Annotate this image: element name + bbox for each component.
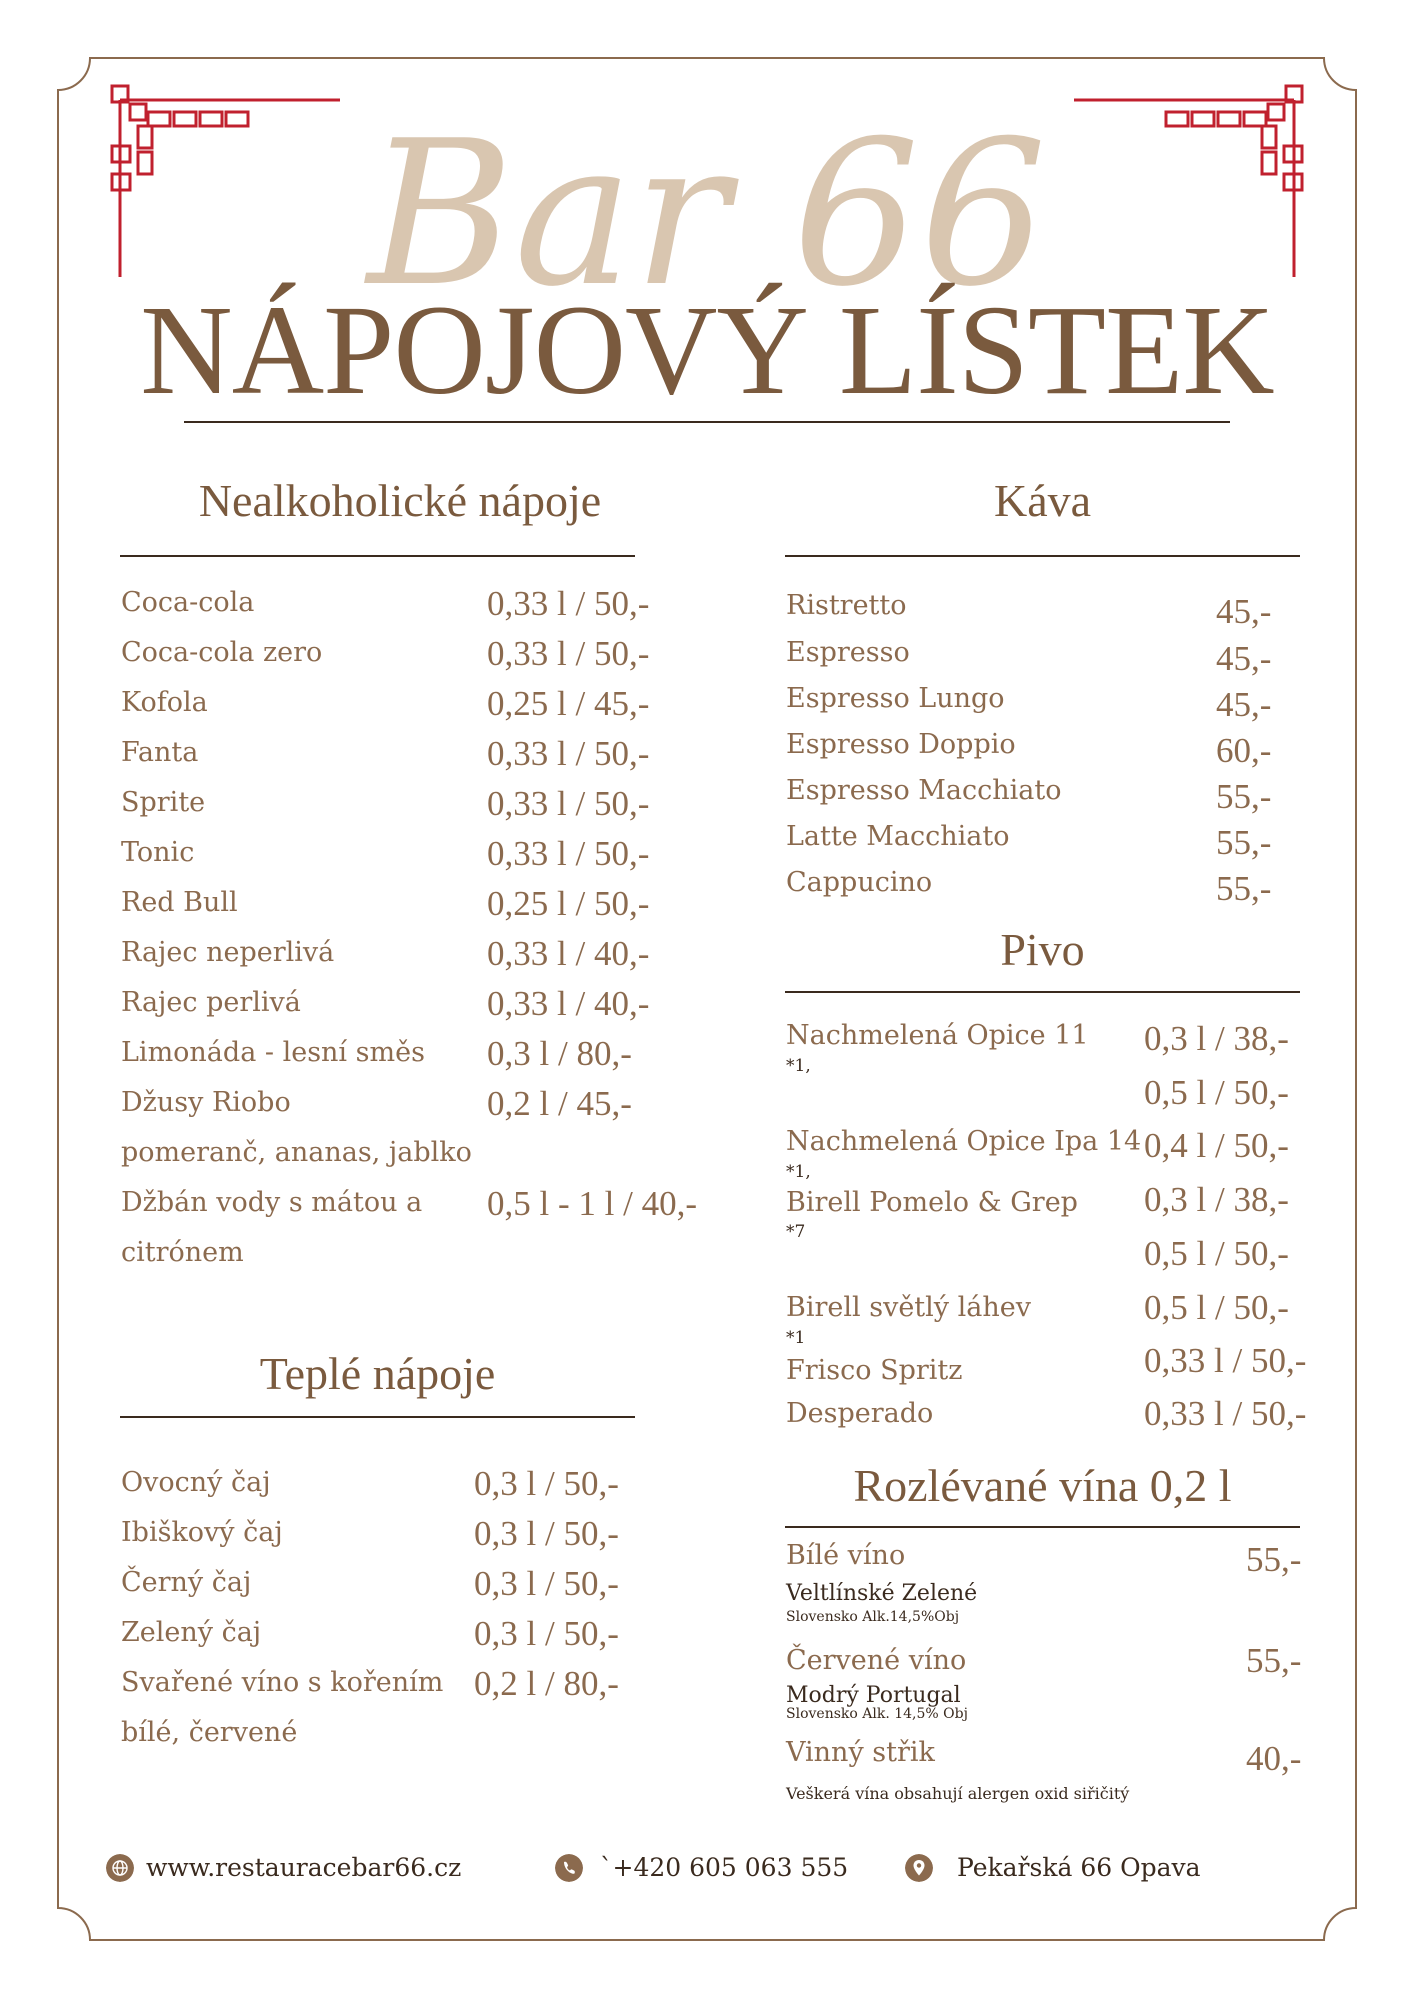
section-divider bbox=[785, 555, 1300, 557]
menu-item-price: 0,3 l / 50,- bbox=[474, 1614, 619, 1653]
menu-item-price: 0,3 l / 80,- bbox=[487, 1034, 632, 1073]
menu-item-price: 45,- bbox=[1216, 639, 1272, 678]
menu-item-name: Espresso Macchiato bbox=[786, 775, 1062, 806]
menu-item-name: pomeranč, ananas, jablko bbox=[121, 1137, 472, 1168]
menu-item-name: Red Bull bbox=[121, 887, 238, 918]
menu-item-name: Zelený čaj bbox=[121, 1617, 262, 1648]
section-divider bbox=[120, 1416, 635, 1418]
globe-icon bbox=[106, 1854, 134, 1882]
menu-item-price: 0,3 l / 50,- bbox=[474, 1514, 619, 1553]
menu-item-price: 45,- bbox=[1216, 592, 1272, 631]
menu-item-name: Coca-cola zero bbox=[121, 637, 323, 668]
menu-item-price: 55,- bbox=[1246, 1641, 1302, 1680]
menu-item-price: 0,33 l / 50,- bbox=[1144, 1341, 1307, 1380]
menu-item-name: Desperado bbox=[786, 1398, 934, 1429]
menu-item-price: 0,3 l / 50,- bbox=[474, 1464, 619, 1503]
allergen-note: *1 bbox=[786, 1328, 806, 1348]
section-title-pivo: Pivo bbox=[1000, 924, 1085, 975]
menu-item-name: Červené víno bbox=[786, 1645, 967, 1676]
menu-item-price: 0,33 l / 50,- bbox=[487, 784, 650, 823]
menu-item-price: 0,25 l / 50,- bbox=[487, 884, 650, 923]
allergen-note: *7 bbox=[786, 1222, 806, 1242]
menu-item-price: 0,33 l / 50,- bbox=[487, 734, 650, 773]
page-title: NÁPOJOVÝ LÍSTEK bbox=[140, 279, 1274, 421]
menu-item-price: 0,5 l - 1 l / 40,- bbox=[487, 1184, 697, 1223]
menu-item-name: Limonáda - lesní směs bbox=[121, 1037, 425, 1068]
menu-item-price: 0,33 l / 40,- bbox=[487, 934, 650, 973]
menu-item-name: Ristretto bbox=[786, 590, 907, 621]
wine-variety: Modrý Portugal bbox=[786, 1683, 961, 1708]
menu-item-name: Cappucino bbox=[786, 867, 933, 898]
menu-item-name: Birell Pomelo & Grep bbox=[786, 1187, 1078, 1218]
menu-item-price: 55,- bbox=[1246, 1540, 1302, 1579]
menu-item-price: 60,- bbox=[1216, 731, 1272, 770]
title-divider bbox=[184, 421, 1230, 423]
menu-item-price: 0,5 l / 50,- bbox=[1144, 1073, 1289, 1112]
menu-item-price: 0,2 l / 80,- bbox=[474, 1664, 619, 1703]
section-divider bbox=[785, 1526, 1300, 1528]
menu-item-name: Džusy Riobo bbox=[121, 1087, 291, 1118]
wine-origin: Slovensko Alk.14,5%Obj bbox=[786, 1609, 960, 1625]
allergen-note: *1, bbox=[786, 1056, 811, 1076]
menu-item-name: Kofola bbox=[121, 687, 208, 718]
menu-item-price: 45,- bbox=[1216, 685, 1272, 724]
menu-item-name: Frisco Spritz bbox=[786, 1355, 963, 1386]
section-title-vina: Rozlévané vína 0,2 l bbox=[853, 1460, 1232, 1511]
menu-item-name: Černý čaj bbox=[121, 1567, 252, 1598]
menu-item-name: Džbán vody s mátou a bbox=[121, 1187, 423, 1218]
menu-item-name: Nachmelená Opice 11 bbox=[786, 1020, 1089, 1051]
menu-item-name: Rajec perlivá bbox=[121, 987, 301, 1018]
section-title-kava: Káva bbox=[993, 475, 1092, 526]
menu-item-price: 0,33 l / 50,- bbox=[487, 584, 650, 623]
menu-item-price: 0,5 l / 50,- bbox=[1144, 1234, 1289, 1273]
menu-item-price: 0,3 l / 38,- bbox=[1144, 1019, 1289, 1058]
menu-item-price: 0,33 l / 50,- bbox=[487, 834, 650, 873]
menu-item-price: 0,3 l / 38,- bbox=[1144, 1180, 1289, 1219]
menu-item-price: 0,3 l / 50,- bbox=[474, 1564, 619, 1603]
menu-item-price: 0,4 l / 50,- bbox=[1144, 1126, 1289, 1165]
menu-item-name: Svařené víno s kořením bbox=[121, 1667, 444, 1698]
menu-item-name: Espresso Doppio bbox=[786, 729, 1016, 760]
menu-item-price: 40,- bbox=[1246, 1739, 1302, 1778]
menu-item-price: 55,- bbox=[1216, 777, 1272, 816]
section-title-teple: Teplé nápoje bbox=[259, 1348, 496, 1399]
menu-item-price: 0,33 l / 50,- bbox=[1144, 1394, 1307, 1433]
location-pin-icon bbox=[905, 1854, 933, 1882]
wine-variety: Veltlínské Zelené bbox=[786, 1581, 978, 1606]
allergen-disclaimer: Veškerá vína obsahují alergen oxid siřičitý bbox=[786, 1784, 1130, 1803]
section-title-nealko: Nealkoholické nápoje bbox=[198, 475, 602, 526]
menu-item-name: citrónem bbox=[121, 1237, 244, 1268]
address: Pekařská 66 Opava bbox=[957, 1853, 1201, 1882]
menu-item-name: Coca-cola bbox=[121, 587, 255, 618]
menu-item-name: Rajec neperlivá bbox=[121, 937, 335, 968]
allergen-note: *1, bbox=[786, 1162, 811, 1182]
menu-item-name: bílé, červené bbox=[121, 1717, 298, 1748]
menu-item-price: 0,25 l / 45,- bbox=[487, 684, 650, 723]
phone-icon bbox=[555, 1854, 583, 1882]
menu-item-price: 0,2 l / 45,- bbox=[487, 1084, 632, 1123]
brand-logo: Bar 66 bbox=[367, 98, 1047, 331]
website-link[interactable]: www.restauracebar66.cz bbox=[146, 1853, 462, 1882]
menu-item-name: Sprite bbox=[121, 787, 206, 818]
menu-item-name: Espresso Lungo bbox=[786, 683, 1005, 714]
menu-item-name: Bílé víno bbox=[786, 1540, 906, 1571]
wine-origin: Slovensko Alk. 14,5% Obj bbox=[786, 1706, 968, 1722]
menu-item-name: Ovocný čaj bbox=[121, 1467, 271, 1498]
phone-number[interactable]: `+420 605 063 555 bbox=[600, 1853, 849, 1882]
menu-item-name: Fanta bbox=[121, 737, 199, 768]
menu-item-name: Latte Macchiato bbox=[786, 821, 1010, 852]
menu-item-price: 55,- bbox=[1216, 869, 1272, 908]
menu-item-price: 0,33 l / 40,- bbox=[487, 984, 650, 1023]
menu-item-name: Birell světlý láhev bbox=[786, 1292, 1031, 1323]
section-divider bbox=[120, 555, 635, 557]
menu-item-name: Ibiškový čaj bbox=[121, 1517, 283, 1548]
section-divider bbox=[785, 991, 1300, 993]
menu-item-name: Vinný střik bbox=[786, 1737, 935, 1768]
menu-item-name: Nachmelená Opice Ipa 14 bbox=[786, 1126, 1142, 1157]
menu-item-price: 0,5 l / 50,- bbox=[1144, 1288, 1289, 1327]
menu-item-name: Espresso bbox=[786, 637, 910, 668]
menu-item-name: Tonic bbox=[121, 837, 195, 868]
menu-item-price: 55,- bbox=[1216, 823, 1272, 862]
menu-item-price: 0,33 l / 50,- bbox=[487, 634, 650, 673]
